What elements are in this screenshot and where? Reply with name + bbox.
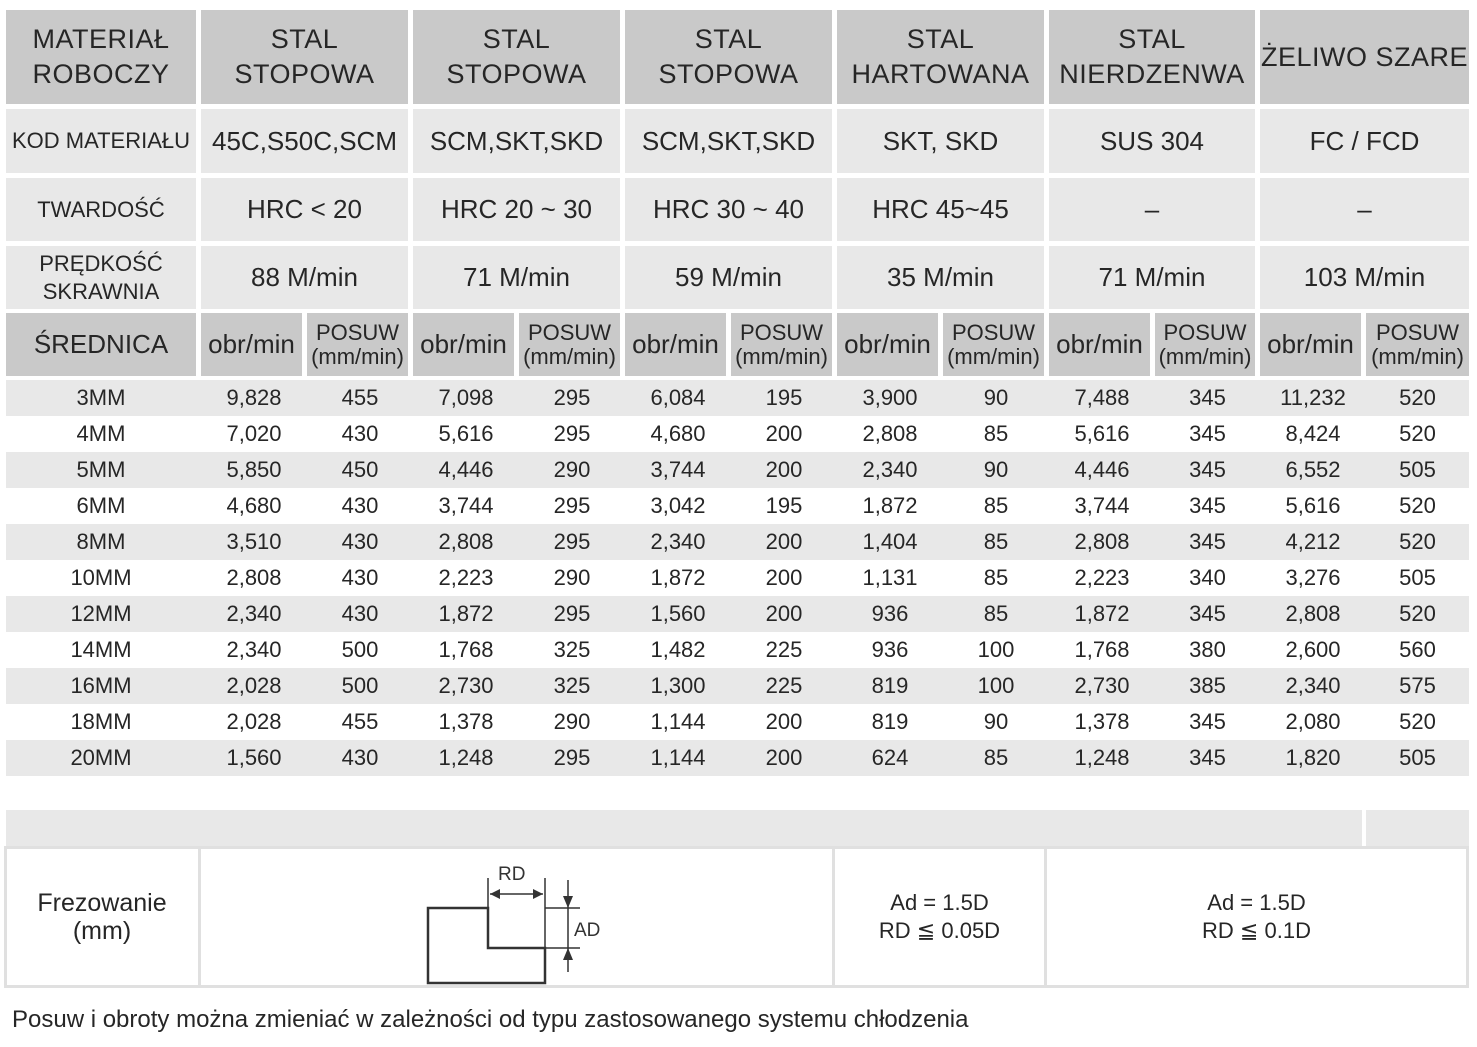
diameter-cell: 5MM <box>76 457 126 482</box>
material-column-header-line: STAL <box>270 24 339 54</box>
info-row-value: HRC 20 ~ 30 <box>413 178 620 241</box>
rpm-header: obr/min <box>837 313 938 376</box>
feed-header <box>731 313 832 376</box>
data-cell: 345 <box>1189 457 1226 482</box>
data-cell: 345 <box>1189 385 1226 410</box>
data-cell: 520 <box>1399 493 1436 518</box>
info-row-value: HRC 30 ~ 40 <box>625 178 832 241</box>
data-cell: 325 <box>553 637 591 662</box>
data-cell: 2,340 <box>1285 673 1341 698</box>
data-cell: 85 <box>983 565 1009 590</box>
data-cell: 575 <box>1399 673 1436 698</box>
data-cell: 200 <box>765 457 803 482</box>
data-cell: 100 <box>977 673 1015 698</box>
info-row-value: 45C,S50C,SCM <box>201 109 408 173</box>
data-cell: 85 <box>983 601 1009 626</box>
data-cell: 1,768 <box>438 637 494 662</box>
data-cell: 3,900 <box>862 385 918 410</box>
data-cell: 200 <box>765 709 803 734</box>
diameter-cell: 12MM <box>70 601 132 626</box>
data-cell: 345 <box>1189 529 1226 554</box>
milling-label-line: (mm) <box>72 917 132 945</box>
data-cell: 2,223 <box>438 565 494 590</box>
feed-header-line: POSUW <box>739 319 824 345</box>
data-cell: 1,378 <box>438 709 494 734</box>
info-row-value: 103 M/min <box>1260 246 1469 309</box>
milling-diagram <box>420 856 640 986</box>
feed-header-line: POSUW <box>951 319 1036 345</box>
data-cell: 2,340 <box>226 637 282 662</box>
data-cell: 4,446 <box>1074 457 1130 482</box>
data-cell: 520 <box>1399 709 1436 734</box>
rpm-header: obr/min <box>1260 313 1361 376</box>
data-cell: 340 <box>1189 565 1226 590</box>
milling-label-line: Frezowanie <box>37 889 167 917</box>
data-cell: 225 <box>765 637 803 662</box>
diameter-header: ŚREDNICA <box>6 313 196 376</box>
info-row-value: HRC 45~45 <box>837 178 1044 241</box>
info-row-value: SCM,SKT,SKD <box>413 109 620 173</box>
data-cell: 345 <box>1189 421 1226 446</box>
data-cell: 2,080 <box>1285 709 1341 734</box>
material-column-header <box>1049 10 1255 104</box>
info-row-value: 35 M/min <box>837 246 1044 309</box>
info-row-value: – <box>1049 178 1255 241</box>
info-row-label <box>6 109 196 173</box>
feed-header-line: (mm/min) <box>1371 343 1464 369</box>
material-column-header-line: HARTOWANA <box>851 59 1030 89</box>
data-cell: 430 <box>341 421 379 446</box>
workpiece-outline <box>428 908 545 983</box>
material-column-header <box>625 10 832 104</box>
ad-label: AD <box>574 920 601 941</box>
data-cell: 430 <box>341 565 379 590</box>
data-cell: 200 <box>765 421 803 446</box>
material-column-header-line: ŻELIWO SZARE <box>1260 41 1469 72</box>
data-cell: 1,872 <box>650 565 706 590</box>
data-cell: 90 <box>983 385 1009 410</box>
material-column-header-line: STAL <box>694 24 763 54</box>
data-cell: 430 <box>341 745 379 770</box>
data-cell: 1,300 <box>650 673 706 698</box>
arrow-icon <box>563 896 573 908</box>
data-cell: 500 <box>341 673 379 698</box>
data-cell: 295 <box>553 493 591 518</box>
milling-note-line: RD ≦ 0.1D <box>1202 918 1311 943</box>
rd-label: RD <box>498 864 526 885</box>
milling-note-line: RD ≦ 0.05D <box>878 918 1001 943</box>
data-cell: 2,028 <box>226 709 282 734</box>
data-cell: 8,424 <box>1285 421 1341 446</box>
milling-note <box>835 849 1044 985</box>
data-cell: 520 <box>1399 421 1436 446</box>
data-cell: 1,768 <box>1074 637 1130 662</box>
material-column-header-line: STAL <box>1118 24 1186 54</box>
info-row-value: 59 M/min <box>625 246 832 309</box>
diameter-cell: 16MM <box>70 673 132 698</box>
data-cell: 4,212 <box>1285 529 1341 554</box>
data-cell: 2,340 <box>862 457 918 482</box>
data-cell: 2,600 <box>1285 637 1341 662</box>
material-column-header <box>837 10 1044 104</box>
data-cell: 819 <box>871 673 909 698</box>
feed-header-line: POSUW <box>315 319 400 345</box>
info-row-value: SKT, SKD <box>837 109 1044 173</box>
diameter-cell: 10MM <box>70 565 132 590</box>
material-column-header <box>1260 10 1469 104</box>
data-cell: 2,808 <box>862 421 918 446</box>
info-row-value: SCM,SKT,SKD <box>625 109 832 173</box>
milling-label <box>6 849 198 985</box>
data-cell: 2,340 <box>226 601 282 626</box>
data-cell: 2,223 <box>1074 565 1130 590</box>
data-cell: 3,744 <box>1074 493 1130 518</box>
data-cell: 520 <box>1399 385 1436 410</box>
data-cell: 290 <box>553 457 591 482</box>
data-cell: 3,042 <box>650 493 706 518</box>
data-cell: 455 <box>341 709 379 734</box>
data-cell: 1,820 <box>1285 745 1341 770</box>
data-cell: 6,552 <box>1285 457 1341 482</box>
data-cell: 7,488 <box>1074 385 1130 410</box>
info-row-value: 71 M/min <box>1049 246 1255 309</box>
data-cell: 936 <box>871 601 909 626</box>
diameter-cell: 3MM <box>76 385 126 410</box>
data-cell: 520 <box>1399 601 1436 626</box>
milling-note-line: Ad = 1.5D <box>1207 890 1306 915</box>
data-cell: 505 <box>1399 457 1436 482</box>
material-column-header-line: STOPOWA <box>658 59 799 89</box>
data-cell: 624 <box>871 745 909 770</box>
info-row-label-line: KOD MATERIAŁU <box>11 128 191 153</box>
data-cell: 1,560 <box>226 745 282 770</box>
data-cell: 560 <box>1399 637 1436 662</box>
data-cell: 505 <box>1399 745 1436 770</box>
data-cell: 345 <box>1189 493 1226 518</box>
data-cell: 2,808 <box>1074 529 1130 554</box>
data-cell: 3,510 <box>226 529 282 554</box>
footer-note: Posuw i obroty można zmieniać w zależności od typu zastosowanego systemu chłodzenia <box>12 1006 969 1033</box>
data-cell: 1,248 <box>1074 745 1130 770</box>
feed-header <box>1366 313 1469 376</box>
data-cell: 1,378 <box>1074 709 1130 734</box>
data-cell: 200 <box>765 745 803 770</box>
data-cell: 4,680 <box>226 493 282 518</box>
data-cell: 2,808 <box>438 529 494 554</box>
rpm-header: obr/min <box>413 313 514 376</box>
info-row-value: 88 M/min <box>201 246 408 309</box>
data-cell: 5,850 <box>226 457 282 482</box>
feed-header <box>519 313 620 376</box>
data-cell: 345 <box>1189 601 1226 626</box>
milling-note-line: Ad = 1.5D <box>890 890 989 915</box>
data-cell: 290 <box>553 709 591 734</box>
material-header <box>6 10 196 104</box>
info-row-value: 71 M/min <box>413 246 620 309</box>
info-row-label-line: TWARDOŚĆ <box>37 196 165 222</box>
data-cell: 1,872 <box>862 493 918 518</box>
data-cell: 90 <box>983 457 1009 482</box>
data-cell: 7,098 <box>438 385 494 410</box>
feed-header <box>307 313 408 376</box>
diameter-cell: 14MM <box>70 637 132 662</box>
material-column-header <box>201 10 408 104</box>
info-row-label-line: SKRAWNIA <box>42 278 160 304</box>
data-cell: 3,744 <box>650 457 706 482</box>
data-cell: 5,616 <box>1074 421 1130 446</box>
data-cell: 295 <box>553 601 591 626</box>
data-cell: 11,232 <box>1280 385 1346 410</box>
feed-header-line: (mm/min) <box>311 343 404 369</box>
data-cell: 325 <box>553 673 591 698</box>
diameter-cell: 8MM <box>76 529 126 554</box>
data-cell: 2,730 <box>438 673 494 698</box>
info-row-value: HRC < 20 <box>201 178 408 241</box>
data-cell: 455 <box>341 385 379 410</box>
data-cell: 6,084 <box>650 385 706 410</box>
data-cell: 5,616 <box>1285 493 1341 518</box>
material-header-line: MATERIAŁ <box>32 24 170 54</box>
info-row-label-line: PRĘDKOŚĆ <box>39 250 163 276</box>
data-cell: 380 <box>1189 637 1226 662</box>
data-cell: 90 <box>983 709 1009 734</box>
data-cell: 2,808 <box>226 565 282 590</box>
data-cell: 295 <box>553 745 591 770</box>
data-cell: 200 <box>765 565 803 590</box>
data-cell: 2,808 <box>1285 601 1341 626</box>
data-cell: 200 <box>765 601 803 626</box>
material-column-header-line: STAL <box>482 24 551 54</box>
arrow-icon <box>490 889 500 899</box>
diameter-cell: 6MM <box>76 493 126 518</box>
data-cell: 1,482 <box>650 637 706 662</box>
data-cell: 1,872 <box>1074 601 1130 626</box>
data-cell: 3,276 <box>1285 565 1341 590</box>
data-cell: 819 <box>871 709 909 734</box>
data-cell: 430 <box>341 529 379 554</box>
data-cell: 85 <box>983 529 1009 554</box>
info-row-value: FC / FCD <box>1260 109 1469 173</box>
feed-header-line: (mm/min) <box>947 343 1040 369</box>
material-header-line: ROBOCZY <box>32 59 170 89</box>
rpm-header: obr/min <box>625 313 726 376</box>
material-column-header-line: STAL <box>906 24 975 54</box>
data-cell: 295 <box>553 385 591 410</box>
data-cell: 9,828 <box>226 385 282 410</box>
data-cell: 1,144 <box>650 745 706 770</box>
data-cell: 1,560 <box>650 601 706 626</box>
feed-header-line: POSUW <box>1163 319 1247 345</box>
data-cell: 936 <box>871 637 909 662</box>
arrow-icon <box>533 889 543 899</box>
data-cell: 1,248 <box>438 745 494 770</box>
data-cell: 2,730 <box>1074 673 1130 698</box>
feed-header <box>1155 313 1255 376</box>
data-cell: 1,872 <box>438 601 494 626</box>
feed-header-line: (mm/min) <box>523 343 616 369</box>
data-cell: 295 <box>553 529 591 554</box>
data-cell: 505 <box>1399 565 1436 590</box>
material-column-header <box>413 10 620 104</box>
data-cell: 520 <box>1399 529 1436 554</box>
diameter-cell: 4MM <box>76 421 126 446</box>
info-row-label <box>6 246 196 309</box>
arrow-icon <box>563 948 573 960</box>
data-cell: 195 <box>765 493 803 518</box>
data-cell: 385 <box>1189 673 1226 698</box>
data-cell: 7,020 <box>226 421 282 446</box>
data-cell: 195 <box>765 385 803 410</box>
info-row-label <box>6 178 196 241</box>
diameter-cell: 18MM <box>70 709 132 734</box>
data-cell: 4,680 <box>650 421 706 446</box>
feed-header <box>943 313 1044 376</box>
data-cell: 225 <box>765 673 803 698</box>
data-cell: 85 <box>983 745 1009 770</box>
data-cell: 295 <box>553 421 591 446</box>
data-cell: 500 <box>341 637 379 662</box>
data-cell: 2,028 <box>226 673 282 698</box>
milling-note <box>1047 849 1466 985</box>
data-cell: 5,616 <box>438 421 494 446</box>
data-cell: 345 <box>1189 709 1226 734</box>
diameter-cell: 20MM <box>70 745 132 770</box>
info-row-value: – <box>1260 178 1469 241</box>
data-cell: 2,340 <box>650 529 706 554</box>
feed-header-line: (mm/min) <box>735 343 828 369</box>
data-cell: 1,131 <box>862 565 918 590</box>
material-column-header-line: STOPOWA <box>234 59 375 89</box>
data-cell: 100 <box>977 637 1015 662</box>
rpm-header: obr/min <box>201 313 302 376</box>
data-cell: 85 <box>983 421 1009 446</box>
info-row-value: SUS 304 <box>1049 109 1255 173</box>
data-cell: 1,404 <box>862 529 918 554</box>
data-cell: 430 <box>341 601 379 626</box>
feed-header-line: POSUW <box>527 319 612 345</box>
feed-header-line: POSUW <box>1375 319 1460 345</box>
data-cell: 85 <box>983 493 1009 518</box>
data-cell: 3,744 <box>438 493 494 518</box>
separator-strip <box>1366 810 1469 846</box>
data-cell: 290 <box>553 565 591 590</box>
material-column-header-line: NIERDZENWA <box>1059 59 1245 89</box>
data-cell: 345 <box>1189 745 1226 770</box>
material-column-header-line: STOPOWA <box>446 59 587 89</box>
rpm-header: obr/min <box>1049 313 1150 376</box>
separator-strip <box>6 810 1362 846</box>
data-cell: 1,144 <box>650 709 706 734</box>
data-cell: 430 <box>341 493 379 518</box>
data-cell: 200 <box>765 529 803 554</box>
data-cell: 4,446 <box>438 457 494 482</box>
data-cell: 450 <box>341 457 379 482</box>
feed-header-line: (mm/min) <box>1158 343 1252 369</box>
